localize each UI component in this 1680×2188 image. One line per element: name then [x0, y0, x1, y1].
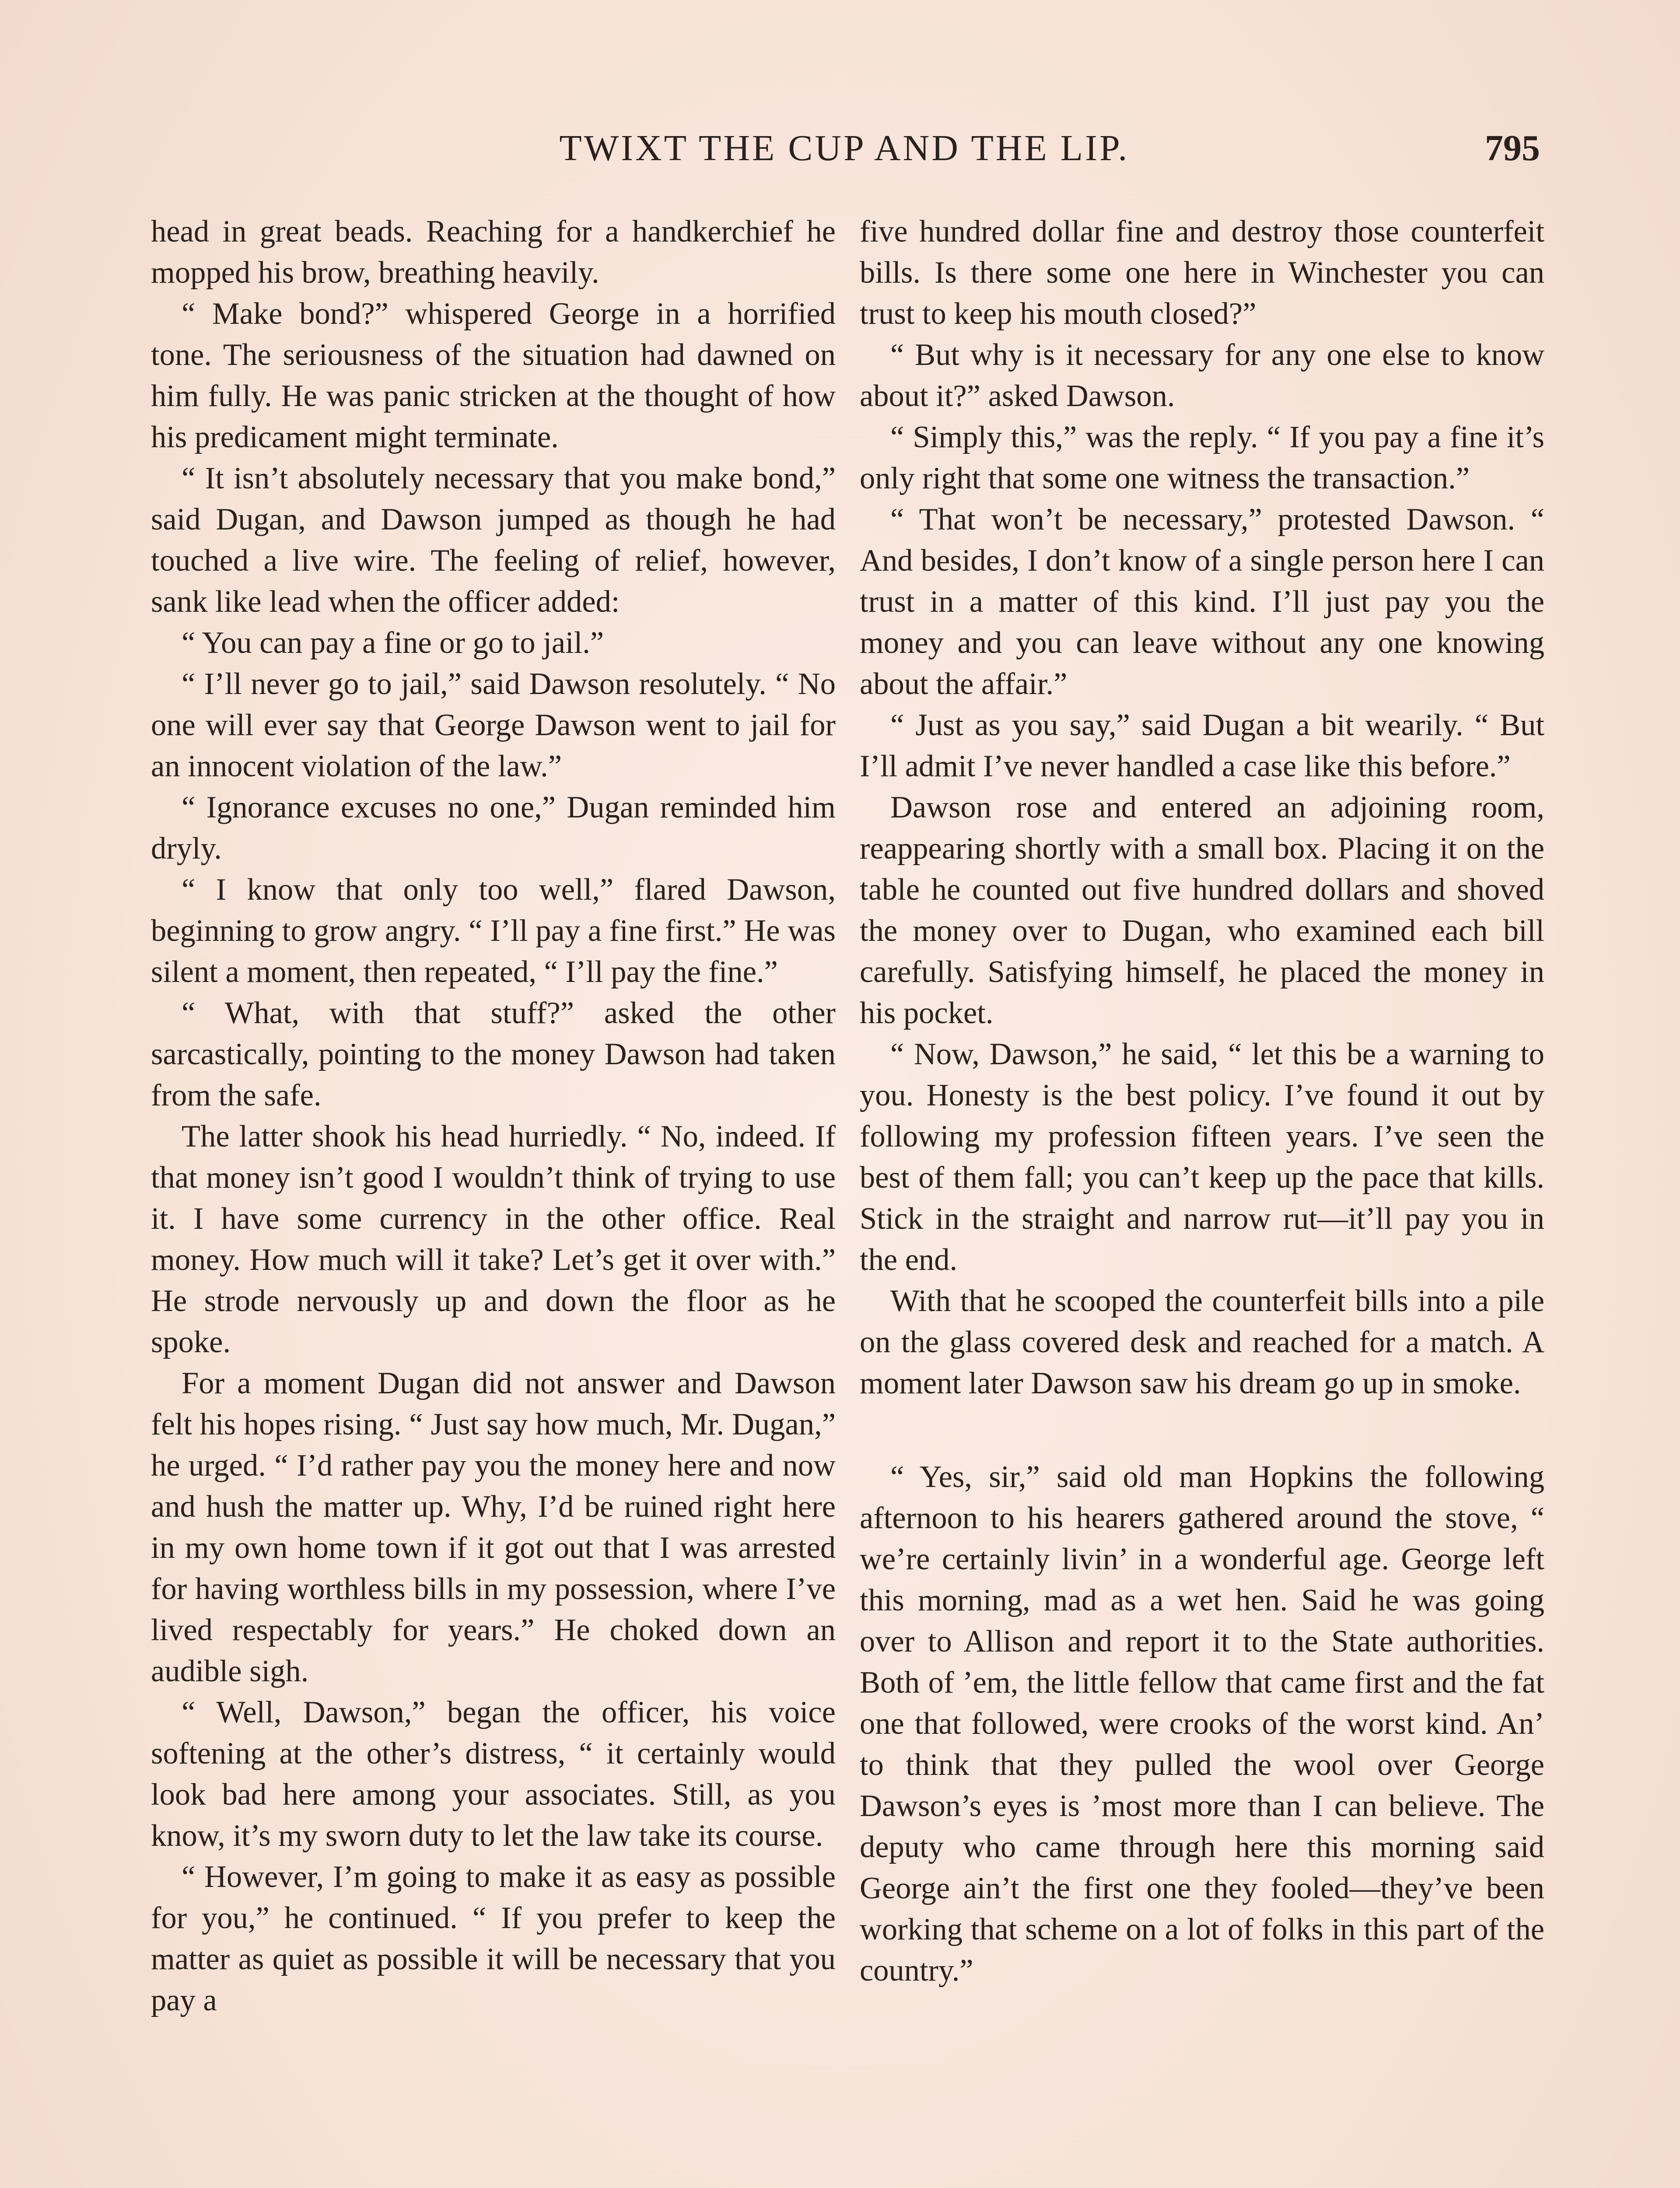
paragraph: “ It isn’t absolutely necessary that you make bond,” said Dugan, and Dawson jumped as though he had touched a live wire. The feeling of relief, however, sank like lead when the officer added:	[151, 461, 836, 619]
paragraph: “ Well, Dawson,” began the officer, his voice softening at the other’s distress, “ it certainly would look bad here among your associates. Still, as you know, it’s my sworn duty to let the law take its course.	[151, 1695, 836, 1853]
paragraph: head in great beads. Reaching for a handkerchief he mopped his brow, breathing heavily.	[151, 214, 836, 290]
section-break	[860, 1404, 1544, 1456]
paragraph: “ What, with that stuff?” asked the other sarcastically, pointing to the money Dawson had taken from the safe.	[151, 996, 836, 1112]
paragraph: “ Simply this,” was the reply. “ If you pay a fine it’s only right that some one witness the transaction.”	[860, 420, 1544, 495]
paragraph: With that he scooped the counterfeit bills into a pile on the glass covered desk and reached for a match. A moment later Dawson saw his dream go up in smoke.	[860, 1284, 1544, 1400]
paragraph: “ I know that only too well,” flared Dawson, beginning to grow angry. “ I’ll pay a fine first.” He was silent a moment, then repeated, “ I’ll pay the fine.”	[151, 873, 836, 989]
running-head	[149, 127, 1540, 179]
paragraph: Dawson rose and entered an adjoining room, reappearing shortly with a small box. Placing it on the table he counted out five hundred dollars and shoved the money over to Dugan, who examined each bill carefully. Satisfying himself, he placed the money in his pocket.	[860, 790, 1544, 1030]
page-number: 795	[1485, 128, 1540, 168]
paragraph: “ That won’t be necessary,” protested Dawson. “ And besides, I don’t know of a single person here I can trust in a matter of this kind. I’ll just pay you the money and you can leave without any one knowing about the affair.”	[860, 502, 1544, 701]
paragraph: The latter shook his head hurriedly. “ No, indeed. If that money isn’t good I wouldn’t think of trying to use it. I have some currency in the other office. Real money. How much will it take? Let’s get it over with.” He strode nervously up and down the floor as he spoke.	[151, 1119, 836, 1359]
paragraph: “ Ignorance excuses no one,” Dugan reminded him dryly.	[151, 790, 836, 866]
paragraph: “ Now, Dawson,” he said, “ let this be a warning to you. Honesty is the best policy. I’ve found it out by following my profession fifteen years. I’ve seen the best of them fall; you can’t keep up the pace that kills. Stick in the straight and narrow rut—it’ll pay you in the end.	[860, 1037, 1544, 1277]
paragraph: For a moment Dugan did not answer and Dawson felt his hopes rising. “ Just say how much, Mr. Dugan,” he urged. “ I’d rather pay you the money here and now and hush the matter up. Why, I’d be ruined right here in my own home town if it got out that I was arrested for having worthless bills in my possession, where I’ve lived respectably for years.” He choked down an audible sigh.	[151, 1366, 836, 1688]
paragraph: “ Make bond?” whispered George in a horrified tone. The seriousness of the situation had dawned on him fully. He was panic stricken at the thought of how his predicament might terminate.	[151, 297, 836, 454]
paragraph: “ Just as you say,” said Dugan a bit wearily. “ But I’ll admit I’ve never handled a case like this before.”	[860, 708, 1544, 783]
right-column	[860, 211, 1544, 1991]
paragraph: “ Yes, sir,” said old man Hopkins the following afternoon to his hearers gathered around the stove, “ we’re certainly livin’ in a wonderful age. George left this morning, mad as a wet hen. Said he was going over to Allison and report it to the State authorities. Both of ’em, the little fellow that came first and the fat one that followed, were crooks of the worst kind. An’ to think that they pulled the wool over George Dawson’s eyes is ’most more than I can believe. The deputy who came through here this morning said George ain’t the first one they fooled—they’ve been working that scheme on a lot of folks in this part of the country.”	[860, 1460, 1544, 1988]
paragraph: “ I’ll never go to jail,” said Dawson resolutely. “ No one will ever say that George Dawson went to jail for an innocent violation of the law.”	[151, 667, 836, 783]
running-title: TWIXT THE CUP AND THE LIP.	[559, 128, 1130, 168]
left-column	[151, 211, 836, 2021]
paragraph: “ You can pay a fine or go to jail.”	[182, 626, 604, 660]
paragraph: “ But why is it necessary for any one else to know about it?” asked Dawson.	[860, 338, 1544, 413]
paragraph: five hundred dollar fine and destroy those counterfeit bills. Is there some one here in Winchester you can trust to keep his mouth closed?”	[860, 214, 1544, 331]
paragraph: “ However, I’m going to make it as easy as possible for you,” he continued. “ If you prefer to keep the matter as quiet as possible it will be necessary that you pay a	[151, 1860, 836, 2017]
